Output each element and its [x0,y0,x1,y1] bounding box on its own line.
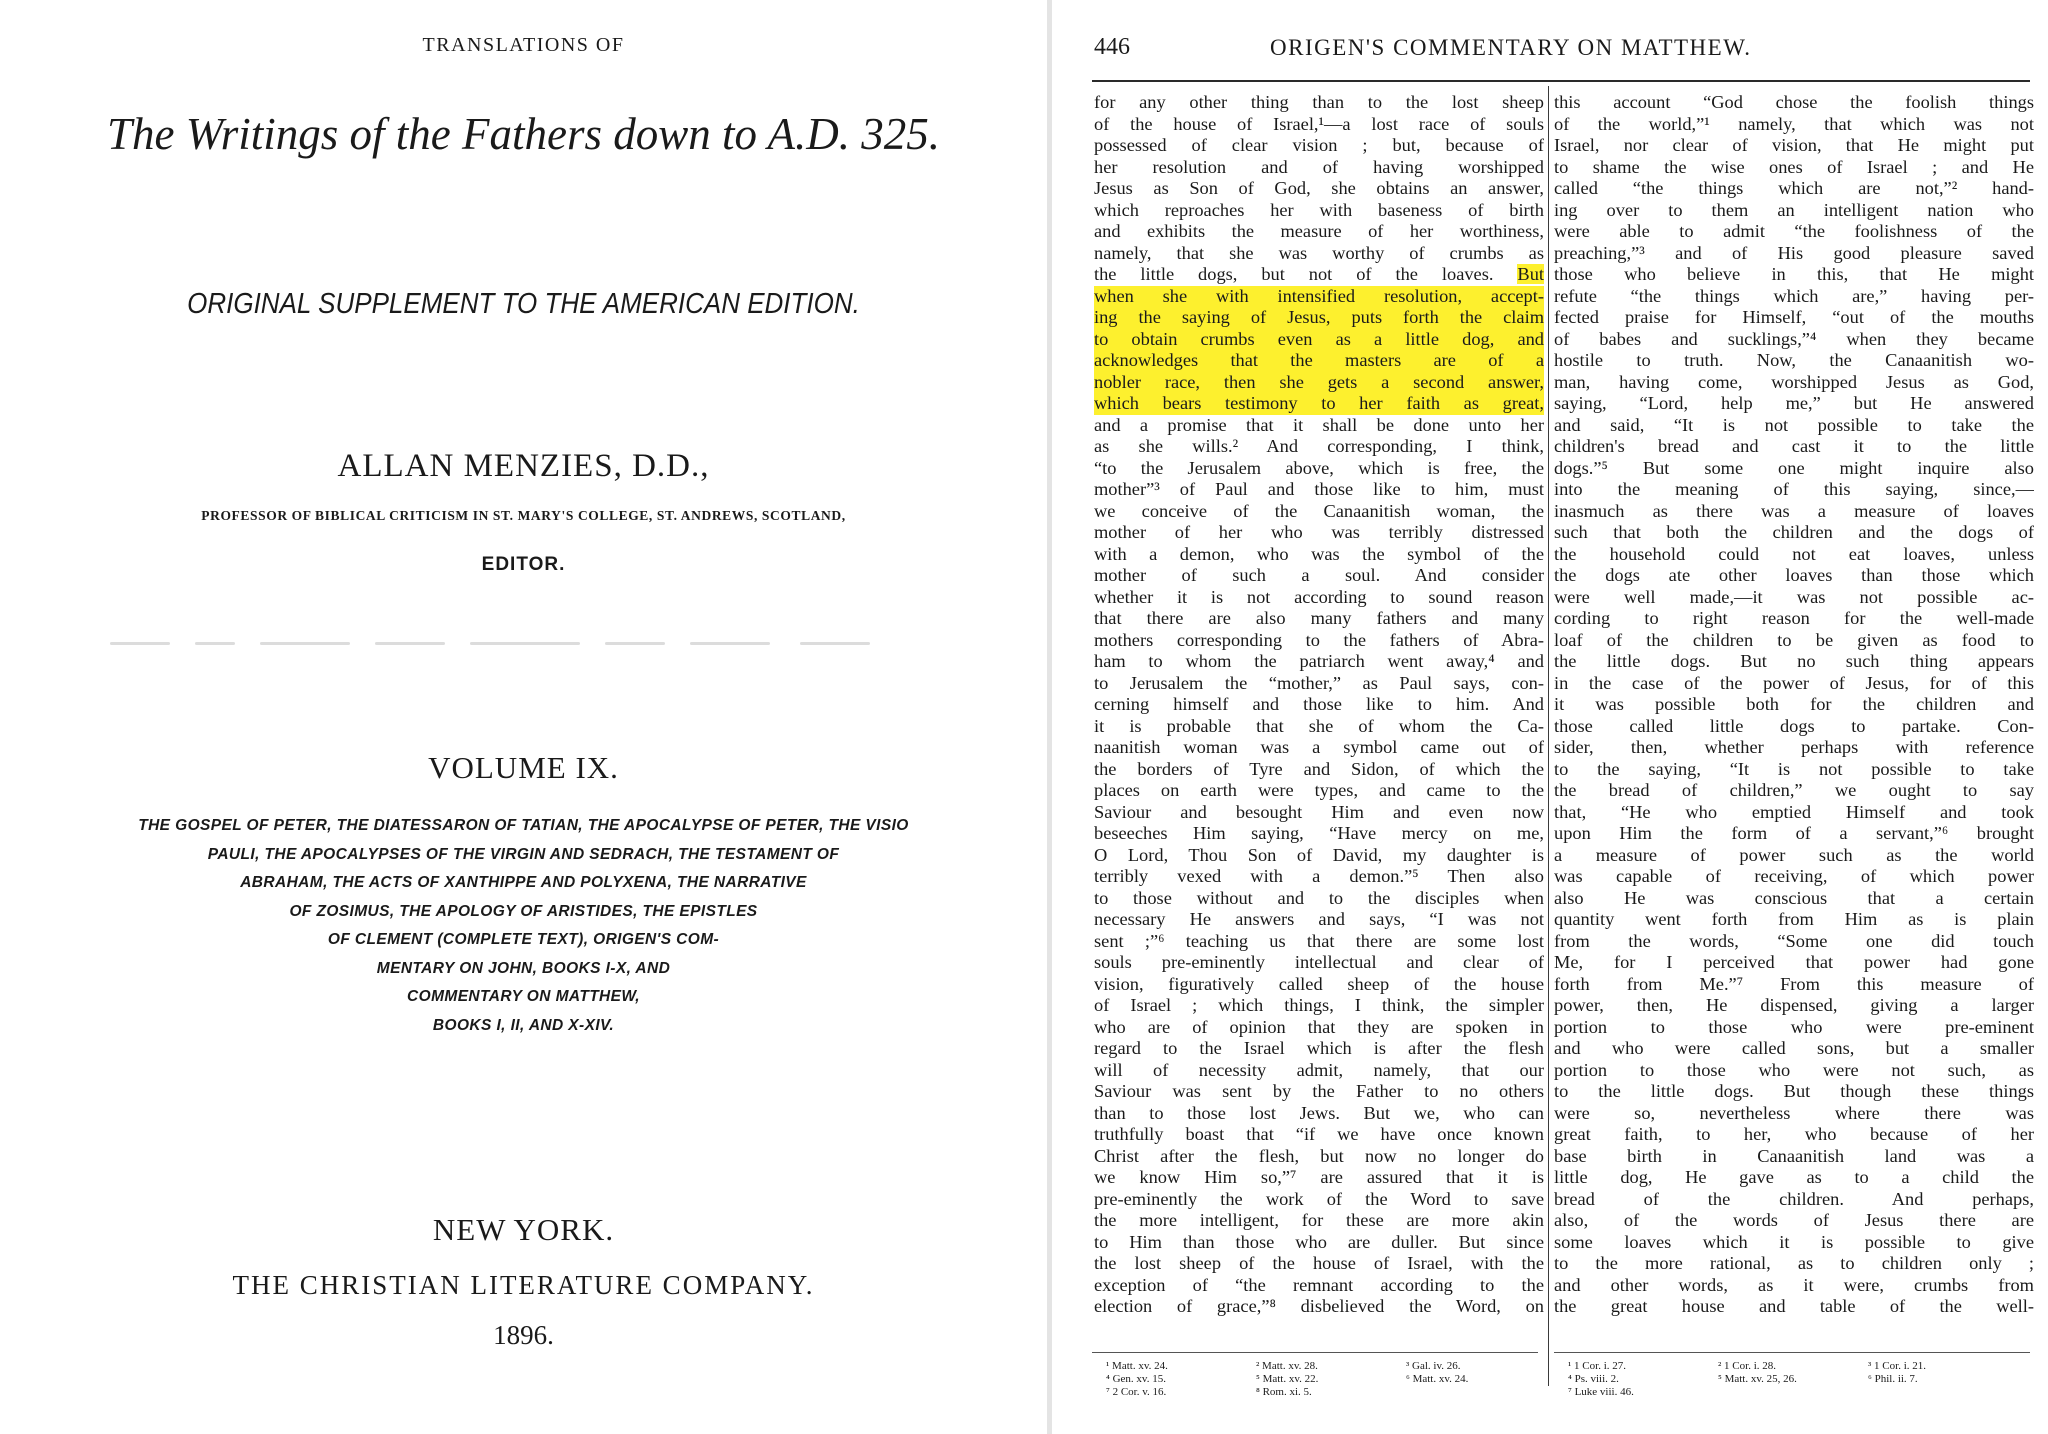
text-column-right[interactable] [1554,92,2034,1332]
text-line: inasmuch as there was a measure of loaves [1554,500,2034,521]
text-line: Me, for I perceived that power had gone [1554,952,2034,972]
text-line: it is probable that she of whom the Ca- [1094,715,1544,736]
text-line: her resolution and of having worshipped [1094,156,1544,177]
text-line: children's bread and cast it to the little [1554,436,2034,456]
footnote: ⁶ Matt. xv. 24. [1406,1373,1469,1385]
text-line: those who believe in this, that He might [1554,264,2034,284]
text-line: we conceive of the Canaanitish woman, the [1094,500,1544,521]
text-line: from the words, “Some one did touch [1554,930,2034,951]
text-line: this account “God chose the foolish things [1554,92,2034,112]
text-line: possessed of clear vision ; but, because of [1094,135,1544,155]
column-divider [1548,86,1549,1386]
text-line: ing over to them an intelligent nation who [1554,199,2034,220]
footnote: ¹ 1 Cor. i. 27. [1568,1360,1626,1372]
footnote-group [1718,1360,1797,1386]
text-line: the lost sheep of the house of Israel, with the [1094,1253,1544,1273]
footnote-group [1106,1360,1168,1399]
footnote-group [1568,1360,1634,1399]
editor-role: EDITOR. [481,554,566,575]
text-line: mothers corresponding to the fathers of Abra- [1094,629,1544,650]
footnotes-left [1106,1360,1546,1420]
text-line: hostile to truth. Now, the Canaanitish wo- [1554,350,2034,370]
text-line: with a demon, who was the symbol of the [1094,543,1544,564]
contents-line: COMMENTARY ON MATTHEW, [407,988,640,1005]
contents-list [0,812,1047,1040]
publication-year: 1896. [493,1320,554,1350]
text-line: in the case of the power of Jesus, for of this [1554,672,2034,693]
text-line: that, “He who emptied Himself and took [1554,801,2034,822]
footnote: ⁵ Matt. xv. 25, 26. [1718,1373,1797,1385]
text-line: mother of her who was terribly distressed [1094,522,1544,542]
text-line: were able to admit “the foolishness of the [1554,221,2034,241]
header-rule [1092,80,2030,82]
text-line: called “the things which are not,”² hand- [1554,178,2034,198]
footnote: ³ 1 Cor. i. 21. [1868,1360,1926,1372]
text-line: man, having come, worshipped Jesus as God, [1554,371,2034,392]
text-line: sider, then, whether perhaps with reference [1554,737,2034,757]
text-line: great faith, to her, who because of her [1554,1124,2034,1144]
contents-line: PAULI, THE APOCALYPSES OF THE VIRGIN AND SEDRACH, THE TESTAMENT OF [207,845,840,863]
text-line: terribly vexed with a demon.”⁵ Then also [1094,866,1544,886]
footnote: ⁸ Rom. xi. 5. [1256,1386,1312,1398]
text-line: bread of the children. And perhaps, [1554,1188,2034,1209]
footnote-group [1406,1360,1468,1386]
text-line: was capable of receiving, of which power [1554,866,2034,886]
contents-line: ABRAHAM, THE ACTS OF XANTHIPPE AND POLYXENA, THE NARRATIVE [240,874,807,891]
contents-line: MENTARY ON JOHN, BOOKS I-X, AND [376,959,671,977]
text-line: “to the Jerusalem above, which is free, the [1094,457,1544,478]
text-line: were so, nevertheless where there was [1554,1102,2034,1123]
text-line: and who were called sons, but a smaller [1554,1038,2034,1058]
footnote: ² 1 Cor. i. 28. [1718,1360,1776,1372]
editor-title: PROFESSOR OF BIBLICAL CRITICISM IN ST. MARY'S COLLEGE, ST. ANDREWS, SCOTLAND, [201,508,846,523]
text-line: the more intelligent, for these are more akin [1094,1210,1544,1230]
footnote-group [1868,1360,1926,1386]
footnote: ⁵ Matt. xv. 22. [1256,1373,1319,1385]
text-line: places on earth were types, and came to the [1094,780,1544,800]
editor-name: ALLAN MENZIES, D.D., [337,448,710,484]
text-line: a measure of power such as the world [1554,844,2034,865]
text-line: and exhibits the measure of her worthiness, [1094,221,1544,241]
text-line: forth from Me.”⁷ From this measure of [1554,973,2034,994]
commentary-page [1052,0,2048,1434]
text-line: those called little dogs to partake. Con- [1554,715,2034,736]
text-line: cording to right reason for the well-made [1554,608,2034,628]
text-line: election of grace,”⁸ disbelieved the Word, on [1094,1296,1544,1316]
text-line: for any other thing than to the lost sheep [1094,92,1544,112]
running-title: ORIGEN'S COMMENTARY ON MATTHEW. [1270,35,1752,60]
bleed-through-marks [110,628,910,668]
text-line: of the world,”¹ namely, that which was not [1554,113,2034,134]
publisher-name: THE CHRISTIAN LITERATURE COMPANY. [232,1270,815,1300]
text-line: little dog, He gave as to a child the [1554,1167,2034,1187]
text-line: cerning himself and those like to him. And [1094,694,1544,714]
text-line: of babes and sucklings,”⁴ when they became [1554,328,2034,349]
text-line: portion to those who were not such, as [1554,1059,2034,1080]
text-line: and a promise that it shall be done unto her [1094,414,1544,435]
footnote: ¹ Matt. xv. 24. [1106,1360,1168,1372]
text-line: namely, that she was worthy of crumbs as [1094,242,1544,263]
text-line: will of necessity admit, namely, that our [1094,1059,1544,1080]
contents-line: OF CLEMENT (COMPLETE TEXT), ORIGEN'S COM- [327,931,720,948]
text-line: exception of “the remnant according to the [1094,1274,1544,1295]
text-line: fected praise for Himself, “out of the mouths [1554,307,2034,327]
text-line: the bread of children,” we ought to say [1554,780,2034,800]
text-line: pre-eminently the work of the Word to save [1094,1188,1544,1209]
footnote: ⁴ Gen. xv. 15. [1106,1373,1166,1385]
text-line: ham to whom the patriarch went away,⁴ and [1094,651,1544,671]
footnotes-right [1568,1360,2008,1420]
text-column-left[interactable] [1094,92,1544,1332]
text-line: to Him than those who are duller. But since [1094,1231,1544,1252]
text-line: to the more rational, as to children only ; [1554,1253,2034,1273]
text-line: to the saying, “It is not possible to take [1554,758,2034,779]
text-line: the dogs ate other loaves than those which [1554,565,2034,585]
text-line: vision, figuratively called sheep of the house [1094,973,1544,994]
text-line: it was possible both for the children and [1554,694,2034,714]
text-line: power, then, He dispensed, giving a larger [1554,995,2034,1015]
text-line: than to those lost Jews. But we, who can [1094,1102,1544,1123]
text-line: truthfully boast that “if we have once known [1094,1124,1544,1144]
text-line: of Israel ; which things, I think, the simpler [1094,995,1544,1015]
publisher-city: NEW YORK. [432,1212,615,1247]
text-line: the little dogs, but not of the loaves. But [1094,264,1544,284]
text-line: which reproaches her with baseness of birth [1094,199,1544,220]
text-line: ing the saying of Jesus, puts forth the claim [1094,307,1544,329]
footnote-rule-left [1092,1352,1538,1353]
text-line: who are of opinion that they are spoken in [1094,1016,1544,1037]
text-line: sent ;”⁶ teaching us that there are some lost [1094,930,1544,951]
text-line: to those without and to the disciples when [1094,887,1544,908]
volume-heading: VOLUME IX. [428,750,619,785]
text-line: to obtain crumbs even as a little dog, and [1094,329,1544,351]
text-line: necessary He answers and says, “I was not [1094,909,1544,929]
text-line: Christ after the flesh, but now no longer do [1094,1145,1544,1166]
contents-line: THE GOSPEL OF PETER, THE DIATESSARON OF TATIAN, THE APOCALYPSE OF PETER, THE VISIO [138,817,909,834]
footnote: ⁷ 2 Cor. v. 16. [1106,1386,1167,1398]
text-line: Israel, nor clear of vision, that He might put [1554,135,2034,155]
text-line: refute “the things which are,” having per- [1554,285,2034,306]
text-line: regard to the Israel which is after the flesh [1094,1038,1544,1058]
text-line: acknowledges that the masters are of a [1094,350,1544,372]
footnote: ² Matt. xv. 28. [1256,1360,1318,1372]
text-line: quantity went forth from Him as is plain [1554,909,2034,929]
text-line: to the little dogs. But though these things [1554,1081,2034,1101]
text-line: also He was conscious that a certain [1554,887,2034,908]
text-line: dogs.”⁵ But some one might inquire also [1554,457,2034,478]
text-line: and other words, as it were, crumbs from [1554,1274,2034,1295]
text-line: into the meaning of this saying, since,— [1554,479,2034,499]
footnote-rule-right [1554,1352,2030,1353]
text-line: saying, “Lord, help me,” but He answered [1554,393,2034,413]
text-line: the borders of Tyre and Sidon, of which the [1094,758,1544,779]
text-line: the household could not eat loaves, unless [1554,543,2034,564]
text-line: of the house of Israel,¹—a lost race of souls [1094,113,1544,134]
text-line: Saviour was sent by the Father to no others [1094,1081,1544,1101]
contents-line: BOOKS I, II, AND X-XIV. [432,1016,615,1034]
text-line: Saviour and besought Him and even now [1094,801,1544,822]
text-line: to shame the wise ones of Israel ; and He [1554,156,2034,177]
text-line: upon Him the form of a servant,”⁶ brought [1554,823,2034,843]
text-line: that there are also many fathers and many [1094,608,1544,628]
text-line: also, of the words of Jesus there are [1554,1210,2034,1230]
text-line: O Lord, Thou Son of David, my daughter is [1094,844,1544,865]
text-line: to Jerusalem the “mother,” as Paul says, con- [1094,672,1544,693]
text-line: base birth in Canaanitish land was a [1554,1145,2034,1166]
text-line: Jesus as Son of God, she obtains an answer, [1094,178,1544,198]
supplement-heading: ORIGINAL SUPPLEMENT TO THE AMERICAN EDITION. [187,286,860,320]
text-line: mother of such a soul. And consider [1094,565,1544,585]
text-line: whether it is not according to sound reason [1094,586,1544,607]
footnote: ³ Gal. iv. 26. [1406,1360,1461,1372]
text-line: naanitish woman was a symbol came out of [1094,737,1544,757]
text-line: the little dogs. But no such thing appears [1554,651,2034,671]
footnote: ⁷ Luke viii. 46. [1568,1386,1634,1398]
footnote: ⁴ Ps. viii. 2. [1568,1373,1619,1385]
footnote: ⁶ Phil. ii. 7. [1868,1373,1918,1385]
text-line: and said, “It is not possible to take the [1554,414,2034,435]
page-number: 446 [1094,34,1130,60]
text-line: mother”³ of Paul and those like to him, must [1094,479,1544,499]
footnote-group [1256,1360,1318,1399]
text-line: which bears testimony to her faith as great, [1094,393,1544,415]
text-line: such that both the children and the dogs of [1554,522,2034,542]
text-line: portion to those who were pre-eminent [1554,1016,2034,1037]
text-line: preaching,”³ and of His good pleasure saved [1554,242,2034,263]
contents-line: OF ZOSIMUS, THE APOLOGY OF ARISTIDES, THE EPISTLES [289,902,758,920]
text-line: nobler race, then she gets a second answer, [1094,372,1544,394]
text-line: when she with intensified resolution, accept- [1094,286,1544,308]
text-line: souls pre-eminently intellectual and clear of [1094,952,1544,972]
text-line: loaf of the children to be given as food to [1554,629,2034,650]
highlighted-fragment: But [1517,264,1544,284]
text-line: beseeches Him saying, “Have mercy on me, [1094,823,1544,843]
text-line: were well made,—it was not possible ac- [1554,586,2034,607]
text-line: as she wills.² And corresponding, I think, [1094,436,1544,456]
series-title: The Writings of the Fathers down to A.D. 325. [107,109,940,159]
translations-heading: TRANSLATIONS OF [422,34,625,56]
text-line: the great house and table of the well- [1554,1296,2034,1316]
text-line: some loaves which it is possible to give [1554,1231,2034,1252]
text-line: we know Him so,”⁷ are assured that it is [1094,1167,1544,1187]
